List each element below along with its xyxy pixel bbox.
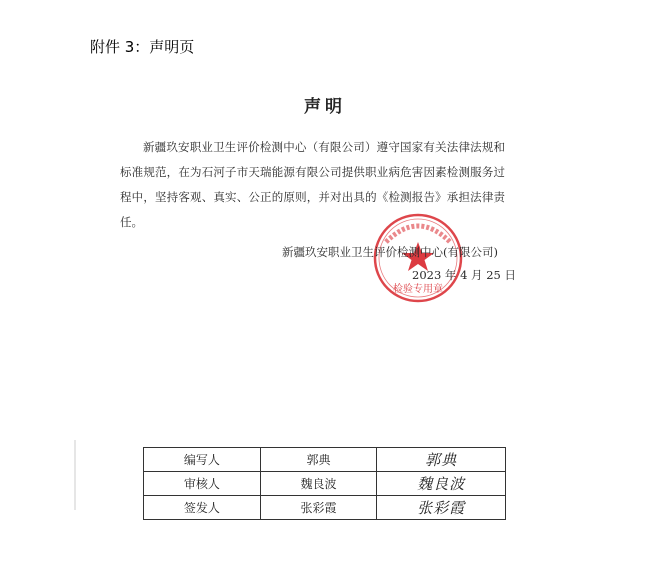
handwritten-signature: 魏良波	[417, 475, 466, 493]
table-row	[144, 496, 506, 520]
organization-name: 新疆玖安职业卫生评价检测中心(有限公司)	[282, 245, 498, 259]
role-cell: 编写人	[144, 448, 261, 472]
role-cell: 签发人	[144, 496, 261, 520]
table-row	[144, 472, 506, 496]
attachment-label: 附件 3：声明页	[90, 38, 195, 56]
signature-table	[143, 447, 506, 520]
role-cell: 审核人	[144, 472, 261, 496]
handwritten-signature: 郭典	[425, 451, 458, 469]
name-cell: 魏良波	[260, 472, 377, 496]
handwritten-signature: 张彩霞	[417, 499, 466, 517]
name-cell: 张彩霞	[260, 496, 377, 520]
declaration-title: 声明	[304, 97, 346, 117]
signature-cell	[377, 496, 506, 520]
seal-bottom-text: 检验专用章	[393, 284, 443, 295]
declaration-body: 新疆玖安职业卫生评价检测中心（有限公司）遵守国家有关法律法规和标准规范，在为石河子市天瑞能源有限公司提供职业病危害因素检测服务过程中，坚持客观、真实、公正的原则，并对出具的《检测报告》承担法律责任。	[120, 140, 505, 229]
name-cell: 郭典	[260, 448, 377, 472]
declaration-date: 2023 年 4 月 25 日	[412, 268, 516, 282]
scan-edge	[74, 440, 76, 510]
table-row	[144, 448, 506, 472]
signature-cell	[377, 472, 506, 496]
signature-cell	[377, 448, 506, 472]
